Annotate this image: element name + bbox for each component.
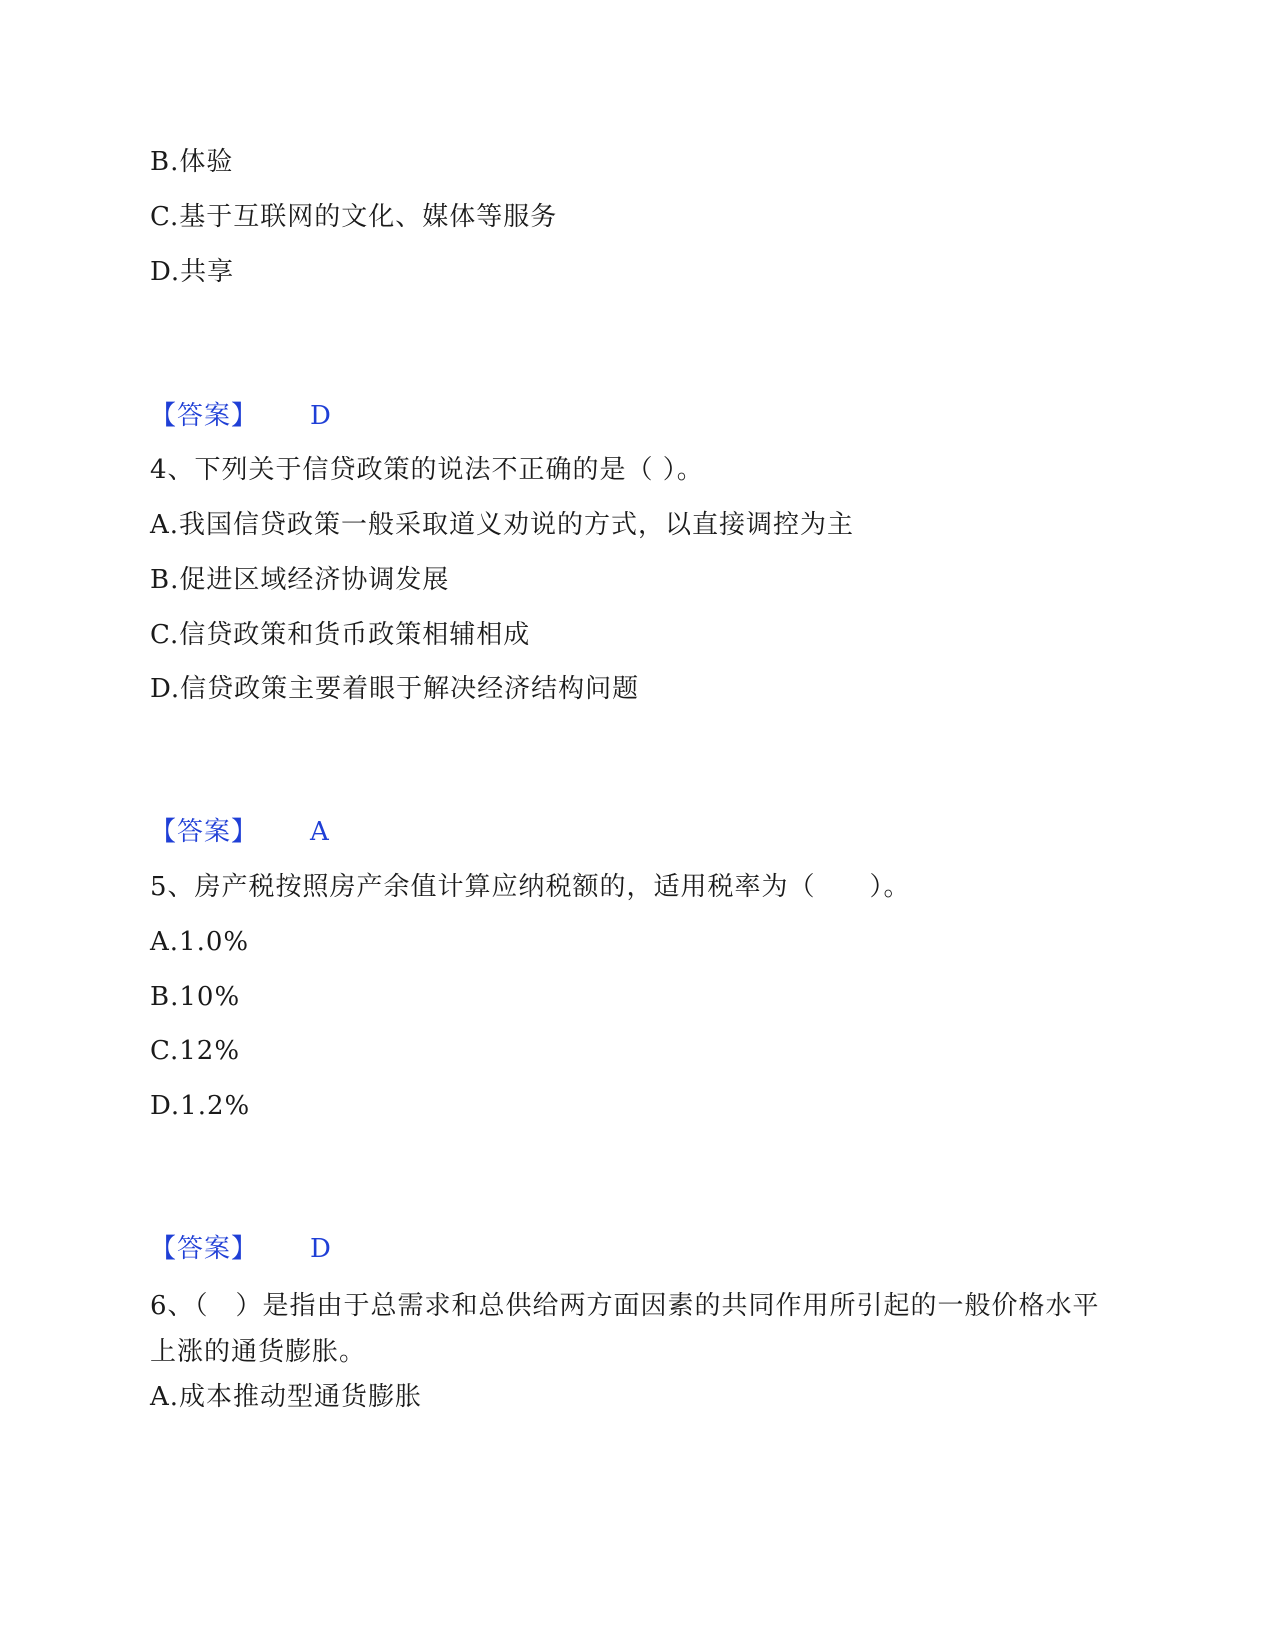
q3-answer: [150, 399, 332, 433]
q4-answer: [150, 815, 330, 849]
q4-option-b: B.促进区域经济协调发展: [150, 565, 450, 595]
q3-option-d: D.共享: [150, 257, 235, 287]
answer-value: D: [310, 401, 332, 431]
q4-option-a: A.我国信贷政策一般采取道义劝说的方式，以直接调控为主: [150, 510, 855, 540]
q6-option-a: A.成本推动型通货膨胀: [150, 1382, 423, 1412]
q4-option-c: C.信贷政策和货币政策相辅相成: [150, 620, 531, 650]
answer-label: 【答案】: [150, 817, 259, 847]
answer-value: A: [310, 817, 330, 847]
q5-option-b: B.10%: [150, 982, 241, 1012]
answer-label: 【答案】: [150, 1234, 259, 1264]
q6-stem: 6、（ ）是指由于总需求和总供给两方面因素的共同作用所引起的一般价格水平上涨的通货膨胀。: [150, 1291, 1100, 1367]
q4-option-d: D.信贷政策主要着眼于解决经济结构问题: [150, 674, 640, 704]
q5-option-d: D.1.2%: [150, 1091, 251, 1121]
q3-option-c: C.基于互联网的文化、媒体等服务: [150, 202, 558, 232]
answer-label: 【答案】: [150, 401, 259, 431]
q5-option-c: C.12%: [150, 1036, 241, 1066]
q5-answer: [150, 1232, 332, 1266]
answer-value: D: [310, 1234, 332, 1264]
q4-stem: 4、下列关于信贷政策的说法不正确的是（ ）。: [150, 455, 704, 485]
q5-stem: 5、房产税按照房产余值计算应纳税额的，适用税率为（ ）。: [150, 872, 911, 902]
q5-option-a: A.1.0%: [150, 927, 250, 957]
q3-option-b: B.体验: [150, 147, 234, 177]
